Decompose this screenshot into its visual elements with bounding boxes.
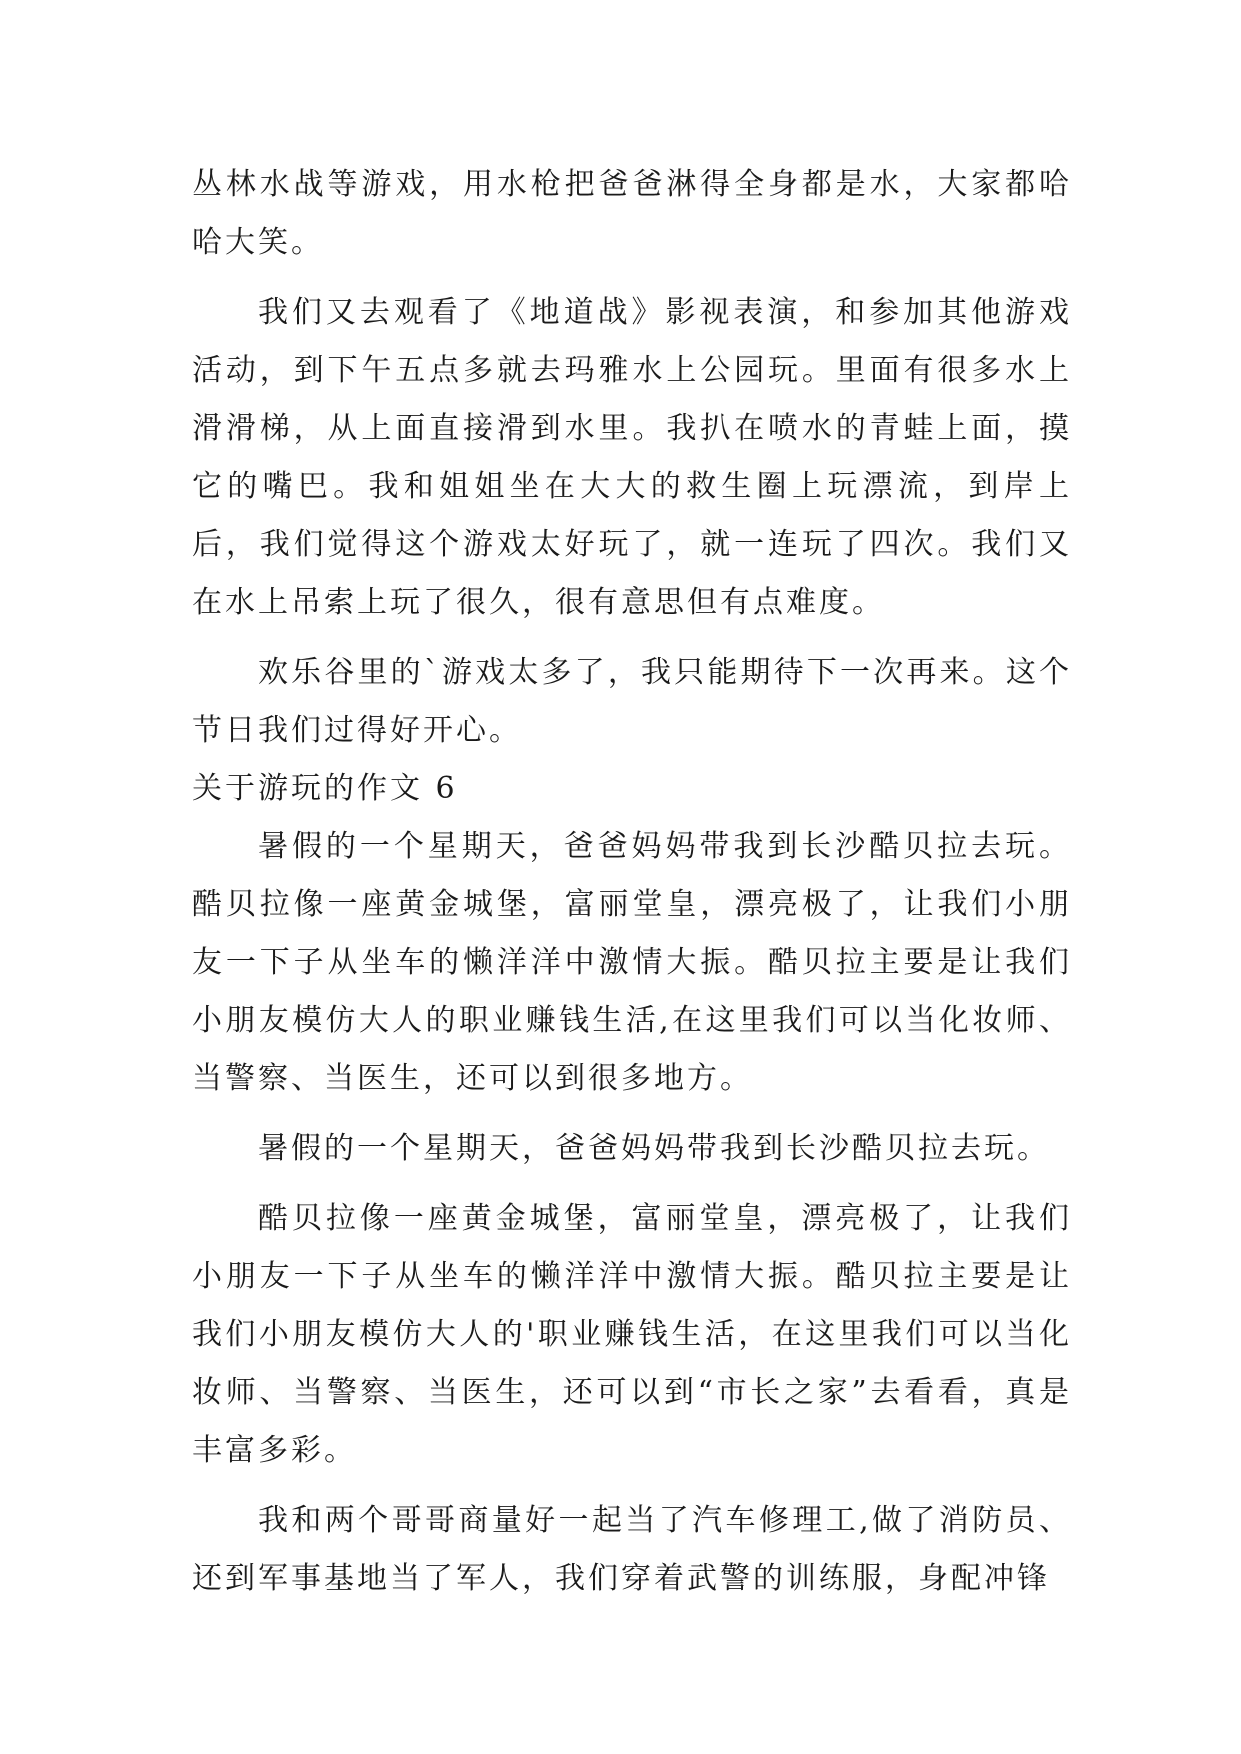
paragraph-3: 欢乐谷里的`游戏太多了，我只能期待下一次再来。这个节日我们过得好开心。 [192,655,1072,748]
section-paragraph-4: 我和两个哥哥商量好一起当了汽车修理工,做了消防员、还到军事基地当了军人，我们穿着武警的训练服，身配冲锋 [192,1503,1072,1596]
paragraph-2: 我们又去观看了《地道战》影视表演，和参加其他游戏活动，到下午五点多就去玛雅水上公园玩。里面有很多水上滑滑梯，从上面直接滑到水里。我扒在喷水的青蛙上面，摸它的嘴巴。我和姐姐坐在大大的救生圈上玩漂流，到岸上后，我们觉得这个游戏太好玩了，就一连玩了四次。我们又在水上吊索上玩了很久，很有意思但有点难度。 [192,295,1072,620]
paragraph-1: 丛林水战等游戏，用水枪把爸爸淋得全身都是水，大家都哈哈大笑。 [192,167,1072,260]
section-paragraph-3: 酷贝拉像一座黄金城堡，富丽堂皇，漂亮极了，让我们小朋友一下子从坐车的懒洋洋中激情大振。酷贝拉主要是让我们小朋友模仿大人的'职业赚钱生活，在这里我们可以当化妆师、当警察、当医生，还可以到“市长之家”去看看，真是丰富多彩。 [192,1201,1072,1468]
section-paragraph-2: 暑假的一个星期天，爸爸妈妈带我到长沙酷贝拉去玩。 [258,1131,1050,1166]
document-body [192,156,1072,1608]
section-title: 关于游玩的作文 6 [192,771,458,806]
section-paragraph-1: 暑假的一个星期天，爸爸妈妈带我到长沙酷贝拉去玩。酷贝拉像一座黄金城堡，富丽堂皇，漂亮极了，让我们小朋友一下子从坐车的懒洋洋中激情大振。酷贝拉主要是让我们小朋友模仿大人的职业赚钱生活,在这里我们可以当化妆师、当警察、当医生，还可以到很多地方。 [192,829,1072,1096]
